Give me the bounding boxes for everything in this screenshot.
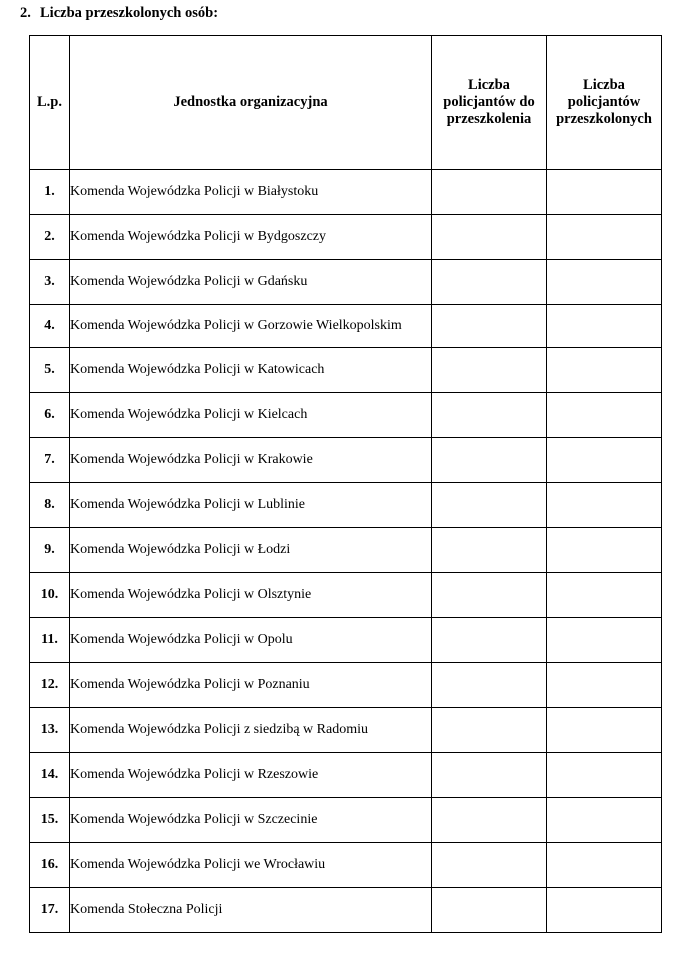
- row-trained-cell[interactable]: [547, 708, 662, 753]
- header-unit: Jednostka organizacyjna: [70, 36, 432, 170]
- row-trained-cell[interactable]: [547, 798, 662, 843]
- section-number: 2.: [20, 5, 31, 21]
- table-row: [30, 305, 662, 348]
- row-unit-name: Komenda Wojewódzka Policji w Łodzi: [70, 528, 432, 573]
- row-trained-cell[interactable]: [547, 348, 662, 393]
- row-trained-cell[interactable]: [547, 663, 662, 708]
- row-unit-name: Komenda Wojewódzka Policji w Krakowie: [70, 438, 432, 483]
- table-row: [30, 393, 662, 438]
- row-to-train-cell[interactable]: [432, 305, 547, 348]
- row-unit-name: Komenda Wojewódzka Policji w Opolu: [70, 618, 432, 663]
- table-row: [30, 528, 662, 573]
- row-to-train-cell[interactable]: [432, 483, 547, 528]
- row-to-train-cell[interactable]: [432, 798, 547, 843]
- row-unit-name: Komenda Stołeczna Policji: [70, 888, 432, 933]
- row-to-train-cell[interactable]: [432, 215, 547, 260]
- table-row: [30, 888, 662, 933]
- table-row: [30, 753, 662, 798]
- table-row: [30, 260, 662, 305]
- table-row: [30, 573, 662, 618]
- trained-officers-table: [29, 35, 662, 933]
- row-unit-name: Komenda Wojewódzka Policji w Poznaniu: [70, 663, 432, 708]
- row-to-train-cell[interactable]: [432, 888, 547, 933]
- row-unit-name: Komenda Wojewódzka Policji w Bydgoszczy: [70, 215, 432, 260]
- table-row: [30, 215, 662, 260]
- row-lp: 3.: [30, 260, 70, 305]
- row-unit-name: Komenda Wojewódzka Policji w Kielcach: [70, 393, 432, 438]
- row-unit-name: Komenda Wojewódzka Policji w Rzeszowie: [70, 753, 432, 798]
- row-lp: 17.: [30, 888, 70, 933]
- row-trained-cell[interactable]: [547, 528, 662, 573]
- row-unit-name: Komenda Wojewódzka Policji w Gdańsku: [70, 260, 432, 305]
- header-trained: Liczba policjantów przeszkolonych: [547, 36, 662, 170]
- row-lp: 2.: [30, 215, 70, 260]
- row-trained-cell[interactable]: [547, 483, 662, 528]
- row-trained-cell[interactable]: [547, 888, 662, 933]
- row-unit-name: Komenda Wojewódzka Policji we Wrocławiu: [70, 843, 432, 888]
- row-lp: 8.: [30, 483, 70, 528]
- row-lp: 12.: [30, 663, 70, 708]
- row-to-train-cell[interactable]: [432, 708, 547, 753]
- row-to-train-cell[interactable]: [432, 528, 547, 573]
- row-unit-name: Komenda Wojewódzka Policji z siedzibą w Radomiu: [70, 708, 432, 753]
- row-unit-name: Komenda Wojewódzka Policji w Białystoku: [70, 170, 432, 215]
- row-trained-cell[interactable]: [547, 573, 662, 618]
- row-lp: 10.: [30, 573, 70, 618]
- row-lp: 11.: [30, 618, 70, 663]
- table-row: [30, 438, 662, 483]
- row-to-train-cell[interactable]: [432, 260, 547, 305]
- row-unit-name: Komenda Wojewódzka Policji w Gorzowie Wielkopolskim: [70, 305, 432, 348]
- row-trained-cell[interactable]: [547, 215, 662, 260]
- row-to-train-cell[interactable]: [432, 170, 547, 215]
- table-row: [30, 618, 662, 663]
- row-lp: 14.: [30, 753, 70, 798]
- row-trained-cell[interactable]: [547, 170, 662, 215]
- row-unit-name: Komenda Wojewódzka Policji w Szczecinie: [70, 798, 432, 843]
- row-trained-cell[interactable]: [547, 393, 662, 438]
- row-lp: 16.: [30, 843, 70, 888]
- row-lp: 6.: [30, 393, 70, 438]
- table-row: [30, 708, 662, 753]
- table-row: [30, 348, 662, 393]
- row-lp: 1.: [30, 170, 70, 215]
- section-title: Liczba przeszkolonych osób:: [40, 5, 219, 21]
- table-row: [30, 663, 662, 708]
- row-trained-cell[interactable]: [547, 753, 662, 798]
- row-trained-cell[interactable]: [547, 305, 662, 348]
- row-unit-name: Komenda Wojewódzka Policji w Katowicach: [70, 348, 432, 393]
- row-lp: 4.: [30, 305, 70, 348]
- row-trained-cell[interactable]: [547, 438, 662, 483]
- row-to-train-cell[interactable]: [432, 348, 547, 393]
- header-to-train: Liczba policjantów do przeszkolenia: [432, 36, 547, 170]
- row-trained-cell[interactable]: [547, 618, 662, 663]
- row-unit-name: Komenda Wojewódzka Policji w Olsztynie: [70, 573, 432, 618]
- row-lp: 13.: [30, 708, 70, 753]
- row-lp: 7.: [30, 438, 70, 483]
- table-row: [30, 483, 662, 528]
- table-header-row: [30, 36, 662, 170]
- row-to-train-cell[interactable]: [432, 393, 547, 438]
- header-lp: L.p.: [30, 36, 70, 170]
- row-to-train-cell[interactable]: [432, 753, 547, 798]
- row-lp: 15.: [30, 798, 70, 843]
- row-to-train-cell[interactable]: [432, 663, 547, 708]
- section-heading: [20, 5, 218, 22]
- row-lp: 9.: [30, 528, 70, 573]
- table-row: [30, 170, 662, 215]
- row-to-train-cell[interactable]: [432, 618, 547, 663]
- row-to-train-cell[interactable]: [432, 843, 547, 888]
- row-to-train-cell[interactable]: [432, 438, 547, 483]
- row-lp: 5.: [30, 348, 70, 393]
- row-to-train-cell[interactable]: [432, 573, 547, 618]
- row-trained-cell[interactable]: [547, 843, 662, 888]
- table-row: [30, 798, 662, 843]
- table-body: [30, 170, 662, 933]
- row-trained-cell[interactable]: [547, 260, 662, 305]
- row-unit-name: Komenda Wojewódzka Policji w Lublinie: [70, 483, 432, 528]
- table-row: [30, 843, 662, 888]
